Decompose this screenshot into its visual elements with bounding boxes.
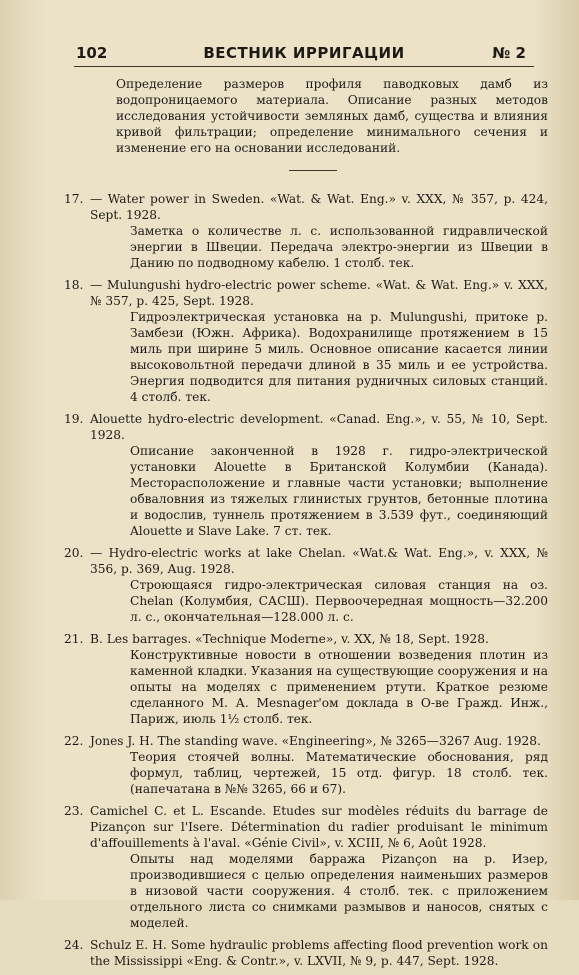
bibliography-entry [64, 277, 548, 405]
bibliography-entry [64, 631, 548, 727]
entry-number: 19. [64, 412, 84, 426]
entry-abstract: Заметка о количестве л. с. использованной гидравлической энергии в Швеции. Передача электро-энергии из Швеции в Данию по подводному кабелю. 1 столб. тек. [130, 224, 548, 270]
page-header [76, 44, 532, 64]
bibliography-entry [64, 411, 548, 539]
entry-number: 23. [64, 804, 84, 818]
entry-citation: Jones J. H. The standing wave. «Engineering», № 3265—3267 Aug. 1928. [90, 734, 541, 748]
entry-abstract: Теория стоячей волны. Математические обоснования, ряд формул, таблиц, чертежей, 15 отд. фигур. 18 столб. тек. (напечатана в №№ 3265, 66 и 67). [130, 750, 548, 796]
journal-title: ВЕСТНИК ИРРИГАЦИИ [203, 44, 405, 62]
bibliography-entry [64, 545, 548, 625]
issue-number: № 2 [492, 44, 526, 62]
entry-citation: Camichel C. et L. Escande. Etudes sur modèles réduits du barrage de Pizançon sur l'Isere. Détermination du radier produisant le minimum d'affouillements à l'aval. «Génie Civil», v. XCIII, № 6, Août 1928. [90, 804, 548, 850]
entry-abstract: Конструктивные новости в отношении возведения плотин из каменной кладки. Указания на существующие сооружения и на опыты на моделях с применением ртути. Краткое резюме сделанного М. А. Mesnager'ом доклада в О-ве Гражд. Инж., Париж, июль 1½ столб. тек. [130, 648, 548, 726]
bibliography-entry [64, 803, 548, 931]
entry-abstract: Описание законченной в 1928 г. гидро-электрической установки Alouette в Британской Колумбии (Канада). Месторасположение и главные части установки; выполнение обваловния из тяжелых глинистых грунтов, бетонные плотина и водослив, туннель протяжением в 3.539 фут., соединяющий Alouette и Slave Lake. 7 ст. тек. [130, 444, 548, 538]
bibliography-entry [64, 191, 548, 271]
entry-abstract: Строющаяся гидро-электрическая силовая станция на оз. Chelan (Колумбия, САСШ). Первоочередная мощность—32.200 л. с., окончательная—128.000 л. с. [130, 578, 548, 624]
entry-citation: B. Les barrages. «Technique Moderne», v. XX, № 18, Sept. 1928. [90, 632, 489, 646]
entry-number: 22. [64, 734, 84, 748]
entry-citation: — Water power in Sweden. «Wat. & Wat. Eng.» v. XXX, № 357, p. 424, Sept. 1928. [90, 192, 548, 222]
lead-paragraph: Определение размеров профиля паводковых дамб из водопроницаемого материала. Описание разных методов исследования устойчивости земляных дамб, существа и влияния кривой фильтрации; определение минимального сечения и изменение его на основании исследований. [116, 77, 548, 155]
entry-number: 20. [64, 546, 84, 560]
entry-citation: — Mulungushi hydro-electric power scheme. «Wat. & Wat. Eng.» v. XXX, № 357, p. 425, Sept. 1928. [90, 278, 548, 308]
entry-citation: Schulz E. H. Some hydraulic problems affecting flood prevention work on the Mississippi «Eng. & Contr.», v. LXVII, № 9, p. 447, Sept. 1928. [90, 938, 548, 968]
entry-citation: Alouette hydro-electric development. «Canad. Eng.», v. 55, № 10, Sept. 1928. [90, 412, 548, 442]
entry-number: 24. [64, 938, 84, 952]
section-separator [289, 170, 337, 171]
bibliography-entry [64, 937, 548, 969]
entry-number: 21. [64, 632, 84, 646]
entry-citation: — Hydro-electric works at lake Chelan. «Wat.& Wat. Eng.», v. XXX, № 356, p. 369, Aug. 1928. [90, 546, 548, 576]
bibliography-body [64, 76, 548, 975]
entry-number: 17. [64, 192, 84, 206]
header-rule [74, 66, 534, 67]
entry-number: 18. [64, 278, 84, 292]
entry-abstract: Гидроэлектрическая установка на р. Mulungushi, притоке р. Замбези (Южн. Африка). Водохранилище протяжением в 15 миль при ширине 5 миль. Основное описание касается линии высоковольтной передачи длиной в 35 миль и ее устройства. Энергия подводится для питания рудничных силовых станций. 4 столб. тек. [130, 310, 548, 404]
bibliography-entry [64, 733, 548, 797]
entry-abstract: Опыты над моделями барража Pizançon на р. Изер, производившиеся с целью определения наименьших размеров в низовой части сооружения. 4 столб. тек. с приложением отдельного листа со снимками размывов и наносов, снятых с моделей. [130, 852, 548, 930]
page-number: 102 [76, 44, 108, 62]
